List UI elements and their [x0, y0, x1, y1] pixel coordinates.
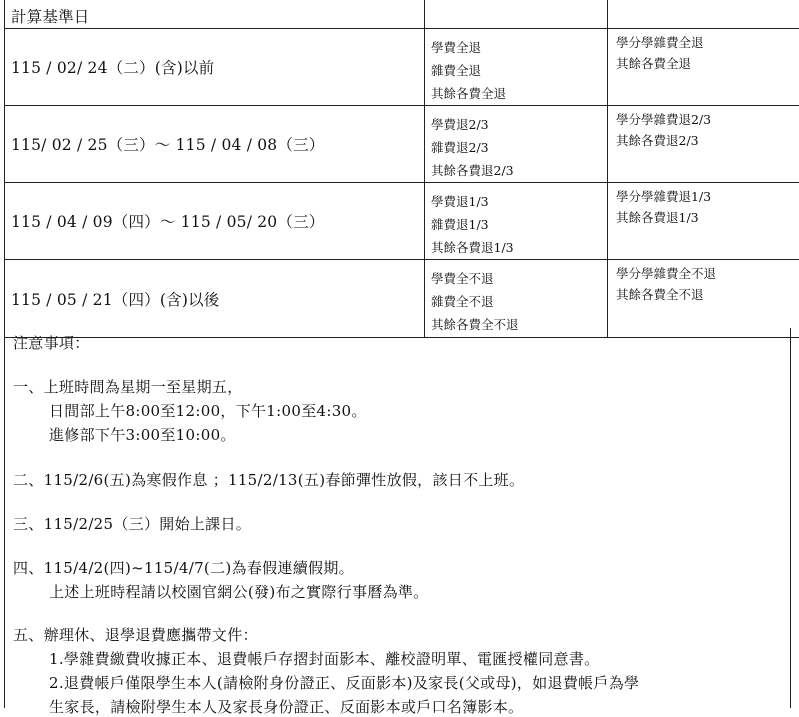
- note-item-4-detail: 上述上班時程請以校園官網公(發)布之實際行事曆為準。: [49, 581, 429, 602]
- header-fee-cell: [425, 0, 608, 29]
- other-fee-refund: 其餘各費退2/3: [431, 159, 607, 182]
- fee-refund-cell: [425, 183, 608, 260]
- credit-other-fee-refund: 其餘各費退2/3: [616, 130, 799, 151]
- fee-refund-cell: [425, 106, 608, 183]
- credit-fee-refund: 學分學雜費全退: [616, 32, 799, 53]
- credit-fee-refund-cell: [608, 260, 799, 338]
- fee-refund-cell: [425, 260, 608, 338]
- note-item-3: 三、115/2/25（三）開始上課日。: [13, 513, 251, 534]
- fee-refund-cell: [425, 29, 608, 106]
- credit-fee-refund-cell: [608, 106, 799, 183]
- date-range-label: 115 / 04 / 09（四）～ 115 / 05/ 20（三）: [11, 213, 324, 231]
- date-range-label: 115 / 02/ 24（二）(含)以前: [11, 59, 214, 77]
- header-credit-cell: [608, 0, 799, 29]
- other-fee-refund: 其餘各費全退: [431, 82, 607, 105]
- note-item-2: 二、115/2/6(五)為寒假作息 ；115/2/13(五)春節彈性放假，該日不上班。: [13, 469, 524, 490]
- tuition-refund: 學費全不退: [431, 267, 607, 290]
- credit-other-fee-refund: 其餘各費退1/3: [616, 207, 799, 228]
- table-row: [5, 106, 799, 183]
- date-range-cell: [5, 29, 425, 106]
- note-item-5-documents: 1.學雜費繳費收據正本、退費帳戶存摺封面影本、離校證明單、電匯授權同意書。: [49, 648, 599, 669]
- notes-title: 注意事項：: [13, 332, 90, 353]
- date-range-cell: [5, 260, 425, 338]
- note-item-5-parent-id: 生家長，請檢附學生本人及家長身份證正、反面影本或戶口名簿影本。: [49, 696, 523, 717]
- other-fee-refund: 其餘各費退1/3: [431, 236, 607, 259]
- date-range-label: 115 / 05 / 21（四）(含)以後: [11, 291, 219, 309]
- table-row: [5, 183, 799, 260]
- date-range-cell: [5, 183, 425, 260]
- misc-fee-refund: 雜費全退: [431, 59, 607, 82]
- note-item-5-heading: 五、辦理休、退學退費應攜帶文件：: [13, 624, 258, 645]
- credit-fee-refund-cell: [608, 29, 799, 106]
- refund-schedule-table: [4, 0, 799, 338]
- notes-section: [4, 328, 791, 708]
- note-item-1-evening-hours: 進修部下午3:00至10:00。: [49, 424, 236, 445]
- base-date-header: [5, 0, 425, 29]
- table-header-row: [5, 0, 799, 29]
- credit-fee-refund: 學分學雜費全不退: [616, 263, 799, 284]
- credit-other-fee-refund: 其餘各費全退: [616, 53, 799, 74]
- date-range-label: 115/ 02 / 25（三）～ 115 / 04 / 08（三）: [11, 136, 324, 154]
- misc-fee-refund: 雜費全不退: [431, 290, 607, 313]
- credit-fee-refund: 學分學雜費退1/3: [616, 186, 799, 207]
- date-range-cell: [5, 106, 425, 183]
- credit-other-fee-refund: 其餘各費全不退: [616, 284, 799, 305]
- table-row: [5, 29, 799, 106]
- other-fee-refund: 其餘各費全不退: [431, 313, 607, 336]
- note-item-4-heading: 四、115/4/2(四)~115/4/7(二)為春假連續假期。: [13, 557, 354, 578]
- note-item-1-day-hours: 日間部上午8:00至12:00，下午1:00至4:30。: [49, 400, 367, 421]
- misc-fee-refund: 雜費退1/3: [431, 213, 607, 236]
- credit-fee-refund: 學分學雜費退2/3: [616, 109, 799, 130]
- credit-fee-refund-cell: [608, 183, 799, 260]
- tuition-refund: 學費退2/3: [431, 113, 607, 136]
- base-date-header-label: 計算基準日: [11, 8, 90, 26]
- note-item-1-heading: 一、上班時間為星期一至星期五，: [13, 376, 243, 397]
- tuition-refund: 學費全退: [431, 36, 607, 59]
- note-item-5-account-rule: 2.退費帳戶僅限學生本人(請檢附身份證正、反面影本)及家長(父或母)，如退費帳戶為學: [49, 672, 639, 693]
- misc-fee-refund: 雜費退2/3: [431, 136, 607, 159]
- table-row: [5, 260, 799, 338]
- tuition-refund: 學費退1/3: [431, 190, 607, 213]
